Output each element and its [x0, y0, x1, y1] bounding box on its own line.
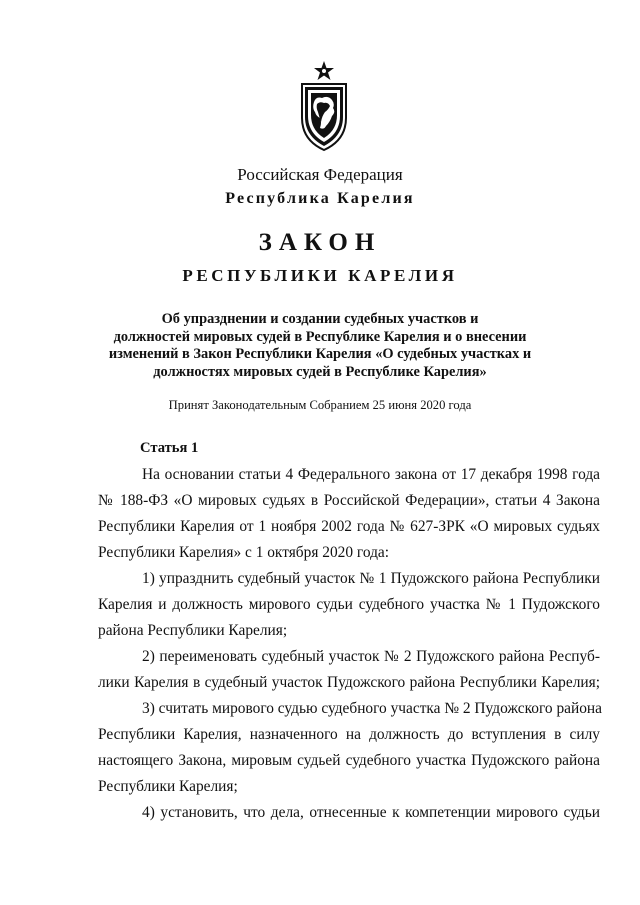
document-issuer-heading: РЕСПУБЛИКИ КАРЕЛИЯ [182, 266, 458, 285]
text-line: 3) считать мирового судью судебного участка № 2 Пудожского района [142, 700, 602, 717]
text-line: 2) переименовать судебный участок № 2 Пудожского района Респуб- [142, 648, 600, 665]
text-line: Республики Карелия, назначенного на должность до вступления в силу [98, 726, 600, 743]
paragraph [98, 566, 600, 644]
text-line: Карелия и должность мирового судьи судебного участка № 1 Пудожского [98, 596, 600, 613]
adoption-note: Принят Законодательным Собранием 25 июня 2020 года [168, 398, 472, 412]
text-line: 1) упразднить судебный участок № 1 Пудожского района Республики [142, 570, 600, 587]
law-title-line: должностях мировых судей в Республике Карелия» [153, 363, 487, 380]
text-line: Республики Карелия» с 1 октября 2020 года: [98, 544, 390, 561]
paragraph [98, 462, 600, 566]
text-line: На основании статьи 4 Федерального закона от 17 декабря 1998 года [142, 466, 600, 483]
article-body [98, 462, 600, 826]
law-title-line: изменений в Закон Республики Карелия «О судебных участках и [108, 346, 532, 362]
text-line: района Республики Карелия; [98, 622, 288, 639]
text-line: лики Карелия в судебный участок Пудожского района Республики Карелия; [98, 674, 600, 691]
paragraph [98, 800, 600, 826]
text-line: настоящего Закона, мировым судьей судебного участка Пудожского района [98, 752, 600, 769]
document-type-heading: ЗАКОН [258, 229, 382, 256]
paragraph [98, 696, 600, 800]
text-line: 4) установить, что дела, отнесенные к компетенции мирового судьи [142, 804, 600, 821]
text-line: Республики Карелия от 1 ноября 2002 года № 627-ЗРК «О мировых судьях [98, 518, 600, 535]
text-line: Республики Карелия; [98, 778, 238, 795]
republic-name: Республика Карелия [225, 190, 415, 207]
karelia-coat-of-arms-icon [298, 60, 350, 152]
law-title-line: Об упразднении и создании судебных участков и [161, 311, 479, 327]
country-name: Российская Федерация [237, 165, 403, 184]
text-line: № 188-ФЗ «О мировых судьях в Российской Федерации», статьи 4 Закона [98, 492, 600, 509]
article-heading: Статья 1 [140, 440, 199, 456]
paragraph [98, 644, 600, 696]
law-title-line: должностей мировых судей в Республике Карелия и о внесении [113, 328, 527, 345]
law-title [100, 311, 540, 381]
